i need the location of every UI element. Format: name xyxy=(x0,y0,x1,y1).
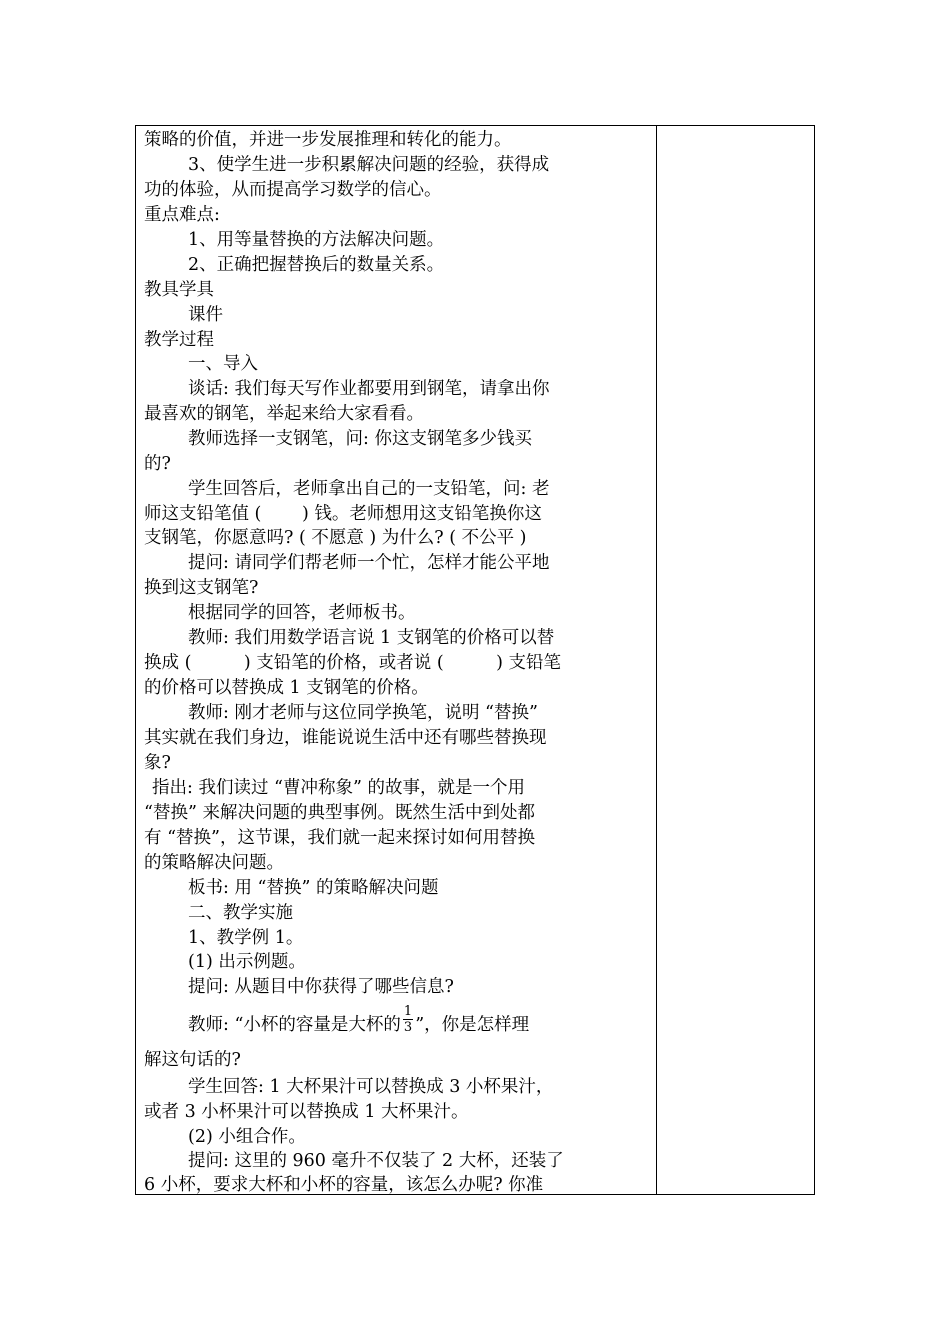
text-line: 功的体验，从而提高学习数学的信心。 xyxy=(144,180,442,200)
key-point-1: 1、用等量替换的方法解决问题。 xyxy=(188,230,445,250)
text-line: 有 “替换”，这节课，我们就一起来探讨如何用替换 xyxy=(144,828,535,848)
text-line: 教师: 我们用数学语言说 1 支钢笔的价格可以替 xyxy=(188,628,555,648)
text-line: 提问: 这里的 960 毫升不仅装了 2 大杯，还装了 xyxy=(188,1151,564,1171)
text-line: 的策略解决问题。 xyxy=(144,853,284,873)
section-heading-process: 教学过程 xyxy=(144,330,214,350)
fraction-numerator: 1 xyxy=(403,1004,413,1019)
text-segment: 教师: “小杯的容量是大杯的 xyxy=(188,1015,401,1035)
text-line: 指出: 我们读过 “曹冲称象” 的故事，就是一个用 xyxy=(152,778,525,798)
text-line: 解这句话的? xyxy=(144,1050,241,1070)
text-line: 学生回答: 1 大杯果汁可以替换成 3 小杯果汁， xyxy=(188,1077,554,1097)
text-line: 提问: 从题目中你获得了哪些信息? xyxy=(188,977,454,997)
text-line: 象? xyxy=(144,753,171,773)
lesson-content-cell xyxy=(144,126,654,1194)
example-heading: 1、教学例 1。 xyxy=(188,928,304,948)
text-line: 换成 ( ) 支铅笔的价格，或者说 ( ) 支铅笔 xyxy=(144,653,562,673)
text-line: 最喜欢的钢笔，举起来给大家看看。 xyxy=(144,404,424,424)
materials-item: 课件 xyxy=(188,305,223,325)
text-line: 教师: 刚才老师与这位同学换笔，说明 “替换” xyxy=(188,703,538,723)
text-line: 的? xyxy=(144,454,171,474)
fraction-one-third xyxy=(403,1004,413,1035)
key-point-2: 2、正确把握替换后的数量关系。 xyxy=(188,255,445,275)
section-heading-materials: 教具学具 xyxy=(144,280,214,300)
subheading-intro: 一、导入 xyxy=(188,354,258,374)
text-line: 换到这支钢笔? xyxy=(144,578,259,598)
text-line: 策略的价值，并进一步发展推理和转化的能力。 xyxy=(144,130,512,150)
column-divider xyxy=(656,126,657,1194)
text-line: 谈话: 我们每天写作业都要用到钢笔，请拿出你 xyxy=(188,379,550,399)
text-line: 的价格可以替换成 1 支钢笔的价格。 xyxy=(144,678,429,698)
step-1: (1) 出示例题。 xyxy=(188,952,306,972)
text-line: 教师选择一支钢笔，问: 你这支钢笔多少钱买 xyxy=(188,429,532,449)
fraction-denominator: 3 xyxy=(403,1020,413,1035)
text-line: 支钢笔，你愿意吗? ( 不愿意 ) 为什么? ( 不公平 ) xyxy=(144,528,527,548)
subheading-implementation: 二、教学实施 xyxy=(188,903,293,923)
text-line: 提问: 请同学们帮老师一个忙，怎样才能公平地 xyxy=(188,553,550,573)
text-line: 6 小杯，要求大杯和小杯的容量，该怎么办呢? 你准 xyxy=(144,1175,544,1194)
text-line: 或者 3 小杯果汁可以替换成 1 大杯果汁。 xyxy=(144,1102,469,1122)
text-line: “替换” 来解决问题的典型事例。既然生活中到处都 xyxy=(144,803,535,823)
teacher-fraction-line xyxy=(188,1004,530,1035)
lesson-plan-table xyxy=(135,125,815,1195)
text-line: 根据同学的回答，老师板书。 xyxy=(188,603,416,623)
text-segment: ”，你是怎样理 xyxy=(415,1015,530,1035)
objective-3: 3、使学生进一步积累解决问题的经验，获得成 xyxy=(188,155,550,175)
section-heading-key-points: 重点难点: xyxy=(144,205,220,225)
step-2: (2) 小组合作。 xyxy=(188,1127,306,1147)
text-line: 其实就在我们身边，谁能说说生活中还有哪些替换现 xyxy=(144,728,547,748)
blackboard-title: 板书: 用 “替换” 的策略解决问题 xyxy=(188,878,439,898)
text-line: 学生回答后，老师拿出自己的一支铅笔，问: 老 xyxy=(188,479,550,499)
text-line: 师这支铅笔值 ( ) 钱。老师想用这支铅笔换你这 xyxy=(144,504,542,524)
